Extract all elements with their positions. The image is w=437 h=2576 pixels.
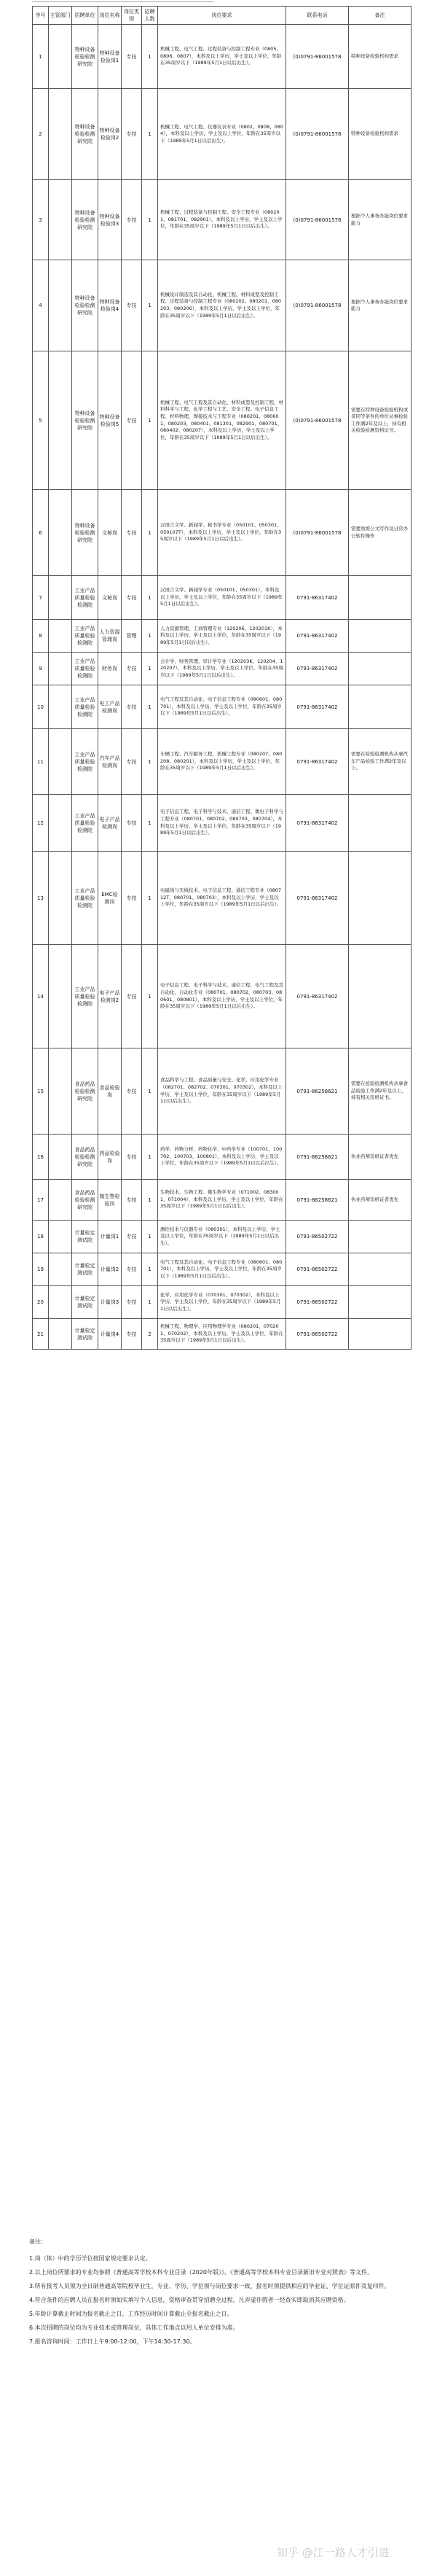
cell-no: 17 — [33, 1180, 49, 1221]
cell-req: 电气工程及其自动化、电子信息工程专业（080601、080701），本科及以上学历，学士及以上学位，年龄在35周岁以下（1989年5月1日以后出生）。 — [158, 1253, 286, 1286]
cell-unit: 工业产品质量检验检测院 — [72, 795, 98, 852]
cell-type: 专技 — [122, 25, 142, 89]
cell-note — [349, 945, 412, 1048]
cell-tel: 0791-86317402 — [286, 653, 349, 685]
cell-type: 专技 — [122, 576, 142, 620]
cell-tel: 0791-86317402 — [286, 729, 349, 795]
cell-note — [349, 1253, 412, 1286]
cell-num: 1 — [142, 852, 158, 945]
cell-req: 电子信息工程、电子科学与技术、通信工程、电气工程及其自动化、自动化专业（080701、080702、080703、080601、080801），本科及以上学历，学士及以上学位，年龄在35周岁以下（1989年5月1日以后出生）。 — [158, 945, 286, 1048]
cell-note — [349, 653, 412, 685]
cell-tel: 0791-86317402 — [286, 945, 349, 1048]
cell-num: 1 — [142, 1135, 158, 1180]
cell-req: 汉语言文学、新闻学、秘书学专业（050101、050301、050107T），本科及以上学历，学士及以上学位，年龄在35周岁以下（1989年5月1日以后出生）。 — [158, 490, 286, 576]
cell-post: 汽车产品检测岗 — [98, 729, 122, 795]
header-post: 岗位名称 — [98, 7, 122, 25]
cell-note: 需要在检验检测机构从事汽车产品检验工作满2年及以上。 — [349, 729, 412, 795]
cell-unit: 特种设备检验检测研究院 — [72, 180, 98, 260]
cell-req: 测控技术与仪器专业（080301），本科及以上学历，学士及以上学位，年龄在35周岁以下（1989年5月1日以后出生）。 — [158, 1221, 286, 1253]
cell-no: 11 — [33, 729, 49, 795]
table-row — [33, 1180, 412, 1221]
cell-note — [349, 576, 412, 620]
cell-tel: (0)0791-86001578 — [286, 490, 349, 576]
header-type: 岗位类别 — [122, 7, 142, 25]
cell-post: 文秘岗 — [98, 576, 122, 620]
cell-tel: (0)0791-86001578 — [286, 25, 349, 89]
table-row — [33, 1048, 412, 1135]
cell-num: 1 — [142, 490, 158, 576]
cell-req: 人力资源管理、工商管理专业（120206、120201K），本科及以上学历，学士及以上学位，年龄在35周岁以下（1989年5月1日以后出生）。 — [158, 620, 286, 653]
cell-no: 15 — [33, 1048, 49, 1135]
cell-unit: 计量检定测试院 — [72, 1221, 98, 1253]
cell-post: 文秘岗 — [98, 490, 122, 576]
cell-no: 8 — [33, 620, 49, 653]
cell-req: 食品科学与工程、食品质量与安全、化学、应用化学专业（082701、082702、070301、070302），本科及以上学历，学士及以上学位，年龄在35周岁以下（1989年5月1日以后出生）。 — [158, 1048, 286, 1135]
cell-req: 机械工程、过程装备与控制工程、安全工程专业（080201、081701、082901），本科及以上学历，学士及以上学位，年龄在35周岁以下（1989年5月1日以后出生）。 — [158, 180, 286, 260]
cell-type: 专技 — [122, 1048, 142, 1135]
cell-no: 20 — [33, 1286, 49, 1319]
cell-no: 2 — [33, 89, 49, 180]
cell-dept — [49, 795, 72, 852]
cell-dept — [49, 1319, 72, 1350]
note-item: 6.本次招聘的岗位均为专业技术或管理岗位，具体工作地点以用人单位安排为准。 — [29, 2324, 239, 2331]
cell-dept — [49, 729, 72, 795]
cell-tel: (0)0791-86001578 — [286, 260, 349, 351]
cell-post: 药品检验岗 — [98, 1135, 122, 1180]
cell-type: 专技 — [122, 260, 142, 351]
cell-no: 4 — [33, 260, 49, 351]
cell-tel: 0791-86502722 — [286, 1253, 349, 1286]
cell-unit: 工业产品质量检验检测院 — [72, 576, 98, 620]
cell-no: 13 — [33, 852, 49, 945]
cell-req: 车辆工程、汽车服务工程、机械工程专业（080207、080208、080201），本科及以上学历，学士及以上学位，年龄在35周岁以下（1989年5月1日以后出生）。 — [158, 729, 286, 795]
cell-dept — [49, 1135, 72, 1180]
cell-no: 21 — [33, 1319, 49, 1350]
table-row — [33, 1319, 412, 1350]
cell-post: 财务岗 — [98, 653, 122, 685]
cell-type: 专技 — [122, 1221, 142, 1253]
cell-num: 1 — [142, 795, 158, 852]
cell-tel: 0791-86502722 — [286, 1286, 349, 1319]
cell-dept — [49, 685, 72, 729]
cell-num: 1 — [142, 1180, 158, 1221]
cell-req: 生物技术、生物工程、微生物学专业（071002、083001、071004），本科及以上学历，学士及以上学位，年龄在35周岁以下（1989年5月1日以后出生）。 — [158, 1180, 286, 1221]
cell-post: 人力资源管理岗 — [98, 620, 122, 653]
cell-num: 1 — [142, 685, 158, 729]
cell-type: 专技 — [122, 1286, 142, 1319]
header-unit: 招聘单位 — [72, 7, 98, 25]
table-row — [33, 1135, 412, 1180]
cell-type: 专技 — [122, 1180, 142, 1221]
cell-note: 特种设备检验机构需求 — [349, 89, 412, 180]
cell-type: 管理 — [122, 620, 142, 653]
note-item: 2.以上岗位所要求的专业均参照《普通高等学校本科专业目录（2020年版）》、《普通高等学校本科专业目录新旧专业对照表》等文件。 — [29, 2269, 373, 2276]
cell-dept — [49, 490, 72, 576]
cell-unit: 计量检定测试院 — [72, 1253, 98, 1286]
notes-section — [29, 2237, 408, 2351]
cell-num: 1 — [142, 1048, 158, 1135]
cell-note — [349, 685, 412, 729]
cell-unit: 工业产品质量检验检测院 — [72, 852, 98, 945]
cell-num: 1 — [142, 576, 158, 620]
table-row — [33, 1286, 412, 1319]
cell-post: 特种设备检验岗2 — [98, 89, 122, 180]
cell-req: 电气工程及其自动化、电子信息工程专业（080601、080701），本科及以上学历，学士及以上学位，年龄在35周岁以下（1989年5月1日以后出生）。 — [158, 685, 286, 729]
cell-type: 专技 — [122, 795, 142, 852]
header-req: 岗位要求 — [158, 7, 286, 25]
cell-num: 1 — [142, 260, 158, 351]
cell-note — [349, 1319, 412, 1350]
cell-post: 电子产品检测岗 — [98, 795, 122, 852]
cell-num: 1 — [142, 1221, 158, 1253]
cell-post: EMC检测岗 — [98, 852, 122, 945]
cell-unit: 特种设备检验检测研究院 — [72, 25, 98, 89]
header-num: 招聘人数 — [142, 7, 158, 25]
cell-tel: 0791-86502722 — [286, 1221, 349, 1253]
cell-note — [349, 1286, 412, 1319]
cell-unit: 特种设备检验检测研究院 — [72, 260, 98, 351]
cell-unit: 工业产品质量检验检测院 — [72, 620, 98, 653]
table-row — [33, 1253, 412, 1286]
cell-note: 根据个人事务办能岗位要求能力 — [349, 260, 412, 351]
cell-unit: 计量检定测试院 — [72, 1319, 98, 1350]
cell-type: 专技 — [122, 89, 142, 180]
note-item: 5.年龄计算截止时间为报名截止之日，工作经历时间计算截止至报名截止之日。 — [29, 2311, 233, 2317]
cell-req: 机械工程、电气工程及其自动化、材料成型及控制工程、材料科学与工程、化学工程与工艺、安全工程、电子信息工程、材料物理、焊接技术与工程专业（080201、080601、080203、080401、081301、082901、080701、080402、080207），本科及以上学历，学士及以上学位，年龄在35周岁以下（1989年5月1日以后出生）。 — [158, 351, 286, 490]
table-row — [33, 180, 412, 260]
cell-no: 9 — [33, 653, 49, 685]
cell-dept — [49, 620, 72, 653]
cell-dept — [49, 1286, 72, 1319]
cell-unit: 工业产品质量检验检测院 — [72, 653, 98, 685]
cell-tel: (0)0791-86001578 — [286, 89, 349, 180]
cell-dept — [49, 25, 72, 89]
cell-type: 专技 — [122, 1253, 142, 1286]
cell-no: 3 — [33, 180, 49, 260]
cell-post: 食品检验岗 — [98, 1048, 122, 1135]
table-row — [33, 351, 412, 490]
header-no: 序号 — [33, 7, 49, 25]
notes-heading: 备注： — [29, 2238, 47, 2245]
cell-no: 18 — [33, 1221, 49, 1253]
cell-num: 1 — [142, 180, 158, 260]
cell-post: 计量岗3 — [98, 1286, 122, 1319]
table-row — [33, 490, 412, 576]
cell-req: 会计学、财务管理、审计学专业（120203K、120204、120207），本科及以上学历，学士及以上学位，年龄在35周岁以下（1989年5月1日以后出生）。 — [158, 653, 286, 685]
cell-type: 专技 — [122, 685, 142, 729]
cell-post: 计量岗1 — [98, 1221, 122, 1253]
cell-no: 16 — [33, 1135, 49, 1180]
table-row — [33, 1221, 412, 1253]
cell-tel: 0791-86317402 — [286, 795, 349, 852]
cell-note: 特种设备检验机构需求 — [349, 25, 412, 89]
cell-req: 机械工程、物理学、应用物理学专业（080201、070201、070202），本科及以上学历，学士及以上学位，年龄在35周岁以下（1989年5月1日以后出生）。 — [158, 1319, 286, 1350]
cell-type: 专技 — [122, 729, 142, 795]
cell-dept — [49, 351, 72, 490]
cell-req: 机械工程、电气工程、仪器仪表专业（0802、0808、0804），本科及以上学历，学士及以上学位，年龄在35周岁以下（1989年5月1日以后出生）。 — [158, 89, 286, 180]
cell-unit: 食品药品检验检测研究院 — [72, 1135, 98, 1180]
cell-type: 专技 — [122, 180, 142, 260]
cell-no: 14 — [33, 945, 49, 1048]
cell-tel: 0791-86317402 — [286, 685, 349, 729]
cell-req: 化学、应用化学专业（070301、070302），本科及以上学历，学士及以上学位，年龄在35周岁以下（1989年5月1日以后出生）。 — [158, 1286, 286, 1319]
cell-dept — [49, 1048, 72, 1135]
table-row — [33, 945, 412, 1048]
table-row — [33, 620, 412, 653]
cell-num: 1 — [142, 89, 158, 180]
table-row — [33, 852, 412, 945]
cell-type: 专技 — [122, 490, 142, 576]
cell-num: 1 — [142, 25, 158, 89]
cell-num: 1 — [142, 620, 158, 653]
cell-dept — [49, 1180, 72, 1221]
header-note: 备注 — [349, 7, 412, 25]
cell-num: 1 — [142, 1286, 158, 1319]
table-row — [33, 795, 412, 852]
cell-note — [349, 620, 412, 653]
cell-dept — [49, 180, 72, 260]
table-header-row — [33, 7, 412, 25]
cell-tel: 0791-86317402 — [286, 576, 349, 620]
note-item: 3.所有报考人员须为全日制普通高等院校毕业生，专业、学历、学位须与岗位要求一致，报名时须提供相应的毕业证、学位证原件及复印件。 — [29, 2283, 390, 2289]
cell-unit: 特种设备检验检测研究院 — [72, 89, 98, 180]
cell-num: 1 — [142, 729, 158, 795]
cell-tel: 0791-86258621 — [286, 1048, 349, 1135]
cell-tel: (0)0791-86001578 — [286, 180, 349, 260]
cell-note — [349, 852, 412, 945]
table-row — [33, 260, 412, 351]
cell-type: 专技 — [122, 945, 142, 1048]
table-row — [33, 653, 412, 685]
cell-dept — [49, 89, 72, 180]
cell-req: 汉语言文学、新闻学专业（050101、050301），本科及以上学历，学士及以上学位，年龄在35周岁以下（1989年5月1日以后出生）。 — [158, 576, 286, 620]
cell-no: 6 — [33, 490, 49, 576]
cell-unit: 工业产品质量检验检测院 — [72, 729, 98, 795]
cell-no: 7 — [33, 576, 49, 620]
cell-req: 机械工程、电气工程、过程装备与控制工程专业（0805、0806、0807），本科及以上学历，学士及以上学位，年龄在35周岁以下（1989年5月1日以后出生）。 — [158, 25, 286, 89]
cell-unit: 特种设备检验检测研究院 — [72, 351, 98, 490]
cell-dept — [49, 852, 72, 945]
table-body — [33, 25, 412, 1350]
note-item: 1.岗（体）中的学历学位按国家规定要求认定。 — [29, 2255, 151, 2262]
cell-num: 1 — [142, 945, 158, 1048]
cell-no: 5 — [33, 351, 49, 490]
cell-num: 1 — [142, 351, 158, 490]
cell-no: 19 — [33, 1253, 49, 1286]
cell-type: 专技 — [122, 1135, 142, 1180]
cell-no: 12 — [33, 795, 49, 852]
header-tel: 联系电话 — [286, 7, 349, 25]
cell-req: 机械设计制造及其自动化、机械工程、材料成型及控制工程、过程装备与控制工程专业（080202、080201、080203、080206），本科及以上学历，学士及以上学位，年龄在35周岁以下（1989年5月1日以后出生）。 — [158, 260, 286, 351]
cell-post: 计量岗4 — [98, 1319, 122, 1350]
table-row — [33, 89, 412, 180]
cell-tel: 0791-86258621 — [286, 1135, 349, 1180]
cell-num: 1 — [142, 1253, 158, 1286]
cell-no: 10 — [33, 685, 49, 729]
cell-unit: 工业产品质量检验检测院 — [72, 685, 98, 729]
cell-post: 电工产品检测岗 — [98, 685, 122, 729]
cell-dept — [49, 1253, 72, 1286]
notes-list — [29, 2254, 408, 2346]
cell-dept — [49, 653, 72, 685]
cell-post: 微生物检验岗 — [98, 1180, 122, 1221]
cell-tel: 0791-86317402 — [286, 852, 349, 945]
cell-type: 专技 — [122, 1319, 142, 1350]
cell-post: 特种设备检验岗3 — [98, 180, 122, 260]
cell-post: 特种设备检验岗1 — [98, 25, 122, 89]
cell-tel: 0791-86317402 — [286, 620, 349, 653]
table-row — [33, 729, 412, 795]
cell-post: 计量岗2 — [98, 1253, 122, 1286]
recruitment-table — [32, 6, 412, 1350]
cell-post: 特种设备检验岗4 — [98, 260, 122, 351]
cell-num: 2 — [142, 1319, 158, 1350]
cell-unit: 计量检定测试院 — [72, 1286, 98, 1319]
cell-note: 根据个人事务办能岗位要求能力 — [349, 180, 412, 260]
cell-unit: 特种设备检验检测研究院 — [72, 490, 98, 576]
table-row — [33, 25, 412, 89]
cell-req: 药学、药物分析、药物化学、中药学专业（100701、100702、100703、100801），本科及以上学历，学士及以上学位，年龄在35周岁以下（1989年5月1日以后出生）。 — [158, 1135, 286, 1180]
cell-note: 执业药师资格证者优先 — [349, 1135, 412, 1180]
cell-note — [349, 1221, 412, 1253]
cell-note: 需要在检验检测机构从事食品检验工作满2年及以上，持有相关资格证书。 — [349, 1048, 412, 1135]
header-dept: 主管部门 — [49, 7, 72, 25]
cell-type: 专技 — [122, 852, 142, 945]
table-row — [33, 685, 412, 729]
cell-tel: 0791-86258621 — [286, 1180, 349, 1221]
cell-tel: 0791-86502722 — [286, 1319, 349, 1350]
cell-req: 电磁场与无线技术、电子信息工程、通信工程专业（080712T、080701、080703），本科及以上学历，学士及以上学位，年龄在35周岁以下（1989年5月1日以后出生）。 — [158, 852, 286, 945]
cell-note: 需要在特种设备检验机构或者同等条件的单位从事检验工作满2年及以上，持有相关检验检测资格证书。 — [349, 351, 412, 490]
cell-req: 电子信息工程、电子科学与技术、通信工程、微电子科学与工程专业（080701、080702、080703、080704），本科及以上学历，学士及以上学位，年龄在35周岁以下（1989年5月1日以后出生）。 — [158, 795, 286, 852]
note-item: 4.符合条件的应聘人员在报名时须如实填写个人信息，资格审查贯穿招聘全过程，凡弄虚作假者一经查实即取消其应聘资格。 — [29, 2297, 350, 2303]
cell-unit: 食品药品检验检测研究院 — [72, 1048, 98, 1135]
cell-dept — [49, 1221, 72, 1253]
note-item: 7.报名咨询时间：工作日上午9:00-12:00，下午14:30-17:30。 — [29, 2338, 196, 2345]
watermark: 知乎 @江一路人才引进 — [277, 2546, 390, 2559]
cell-unit: 食品药品检验检测研究院 — [72, 1180, 98, 1221]
cell-unit: 工业产品质量检验检测院 — [72, 945, 98, 1048]
cell-type: 专技 — [122, 351, 142, 490]
cell-dept — [49, 576, 72, 620]
cell-post: 特种设备检验岗5 — [98, 351, 122, 490]
cell-note: 需要熟练公文写作及日常办公软件操作 — [349, 490, 412, 576]
cell-num: 1 — [142, 653, 158, 685]
cell-dept — [49, 260, 72, 351]
cell-note — [349, 795, 412, 852]
cell-note: 执业药师资格证者优先 — [349, 1180, 412, 1221]
cell-type: 专技 — [122, 653, 142, 685]
table-row — [33, 576, 412, 620]
cell-post: 电子产品检测岗2 — [98, 945, 122, 1048]
cell-tel: (0)0791-86001578 — [286, 351, 349, 490]
cell-no: 1 — [33, 25, 49, 89]
cell-dept — [49, 945, 72, 1048]
